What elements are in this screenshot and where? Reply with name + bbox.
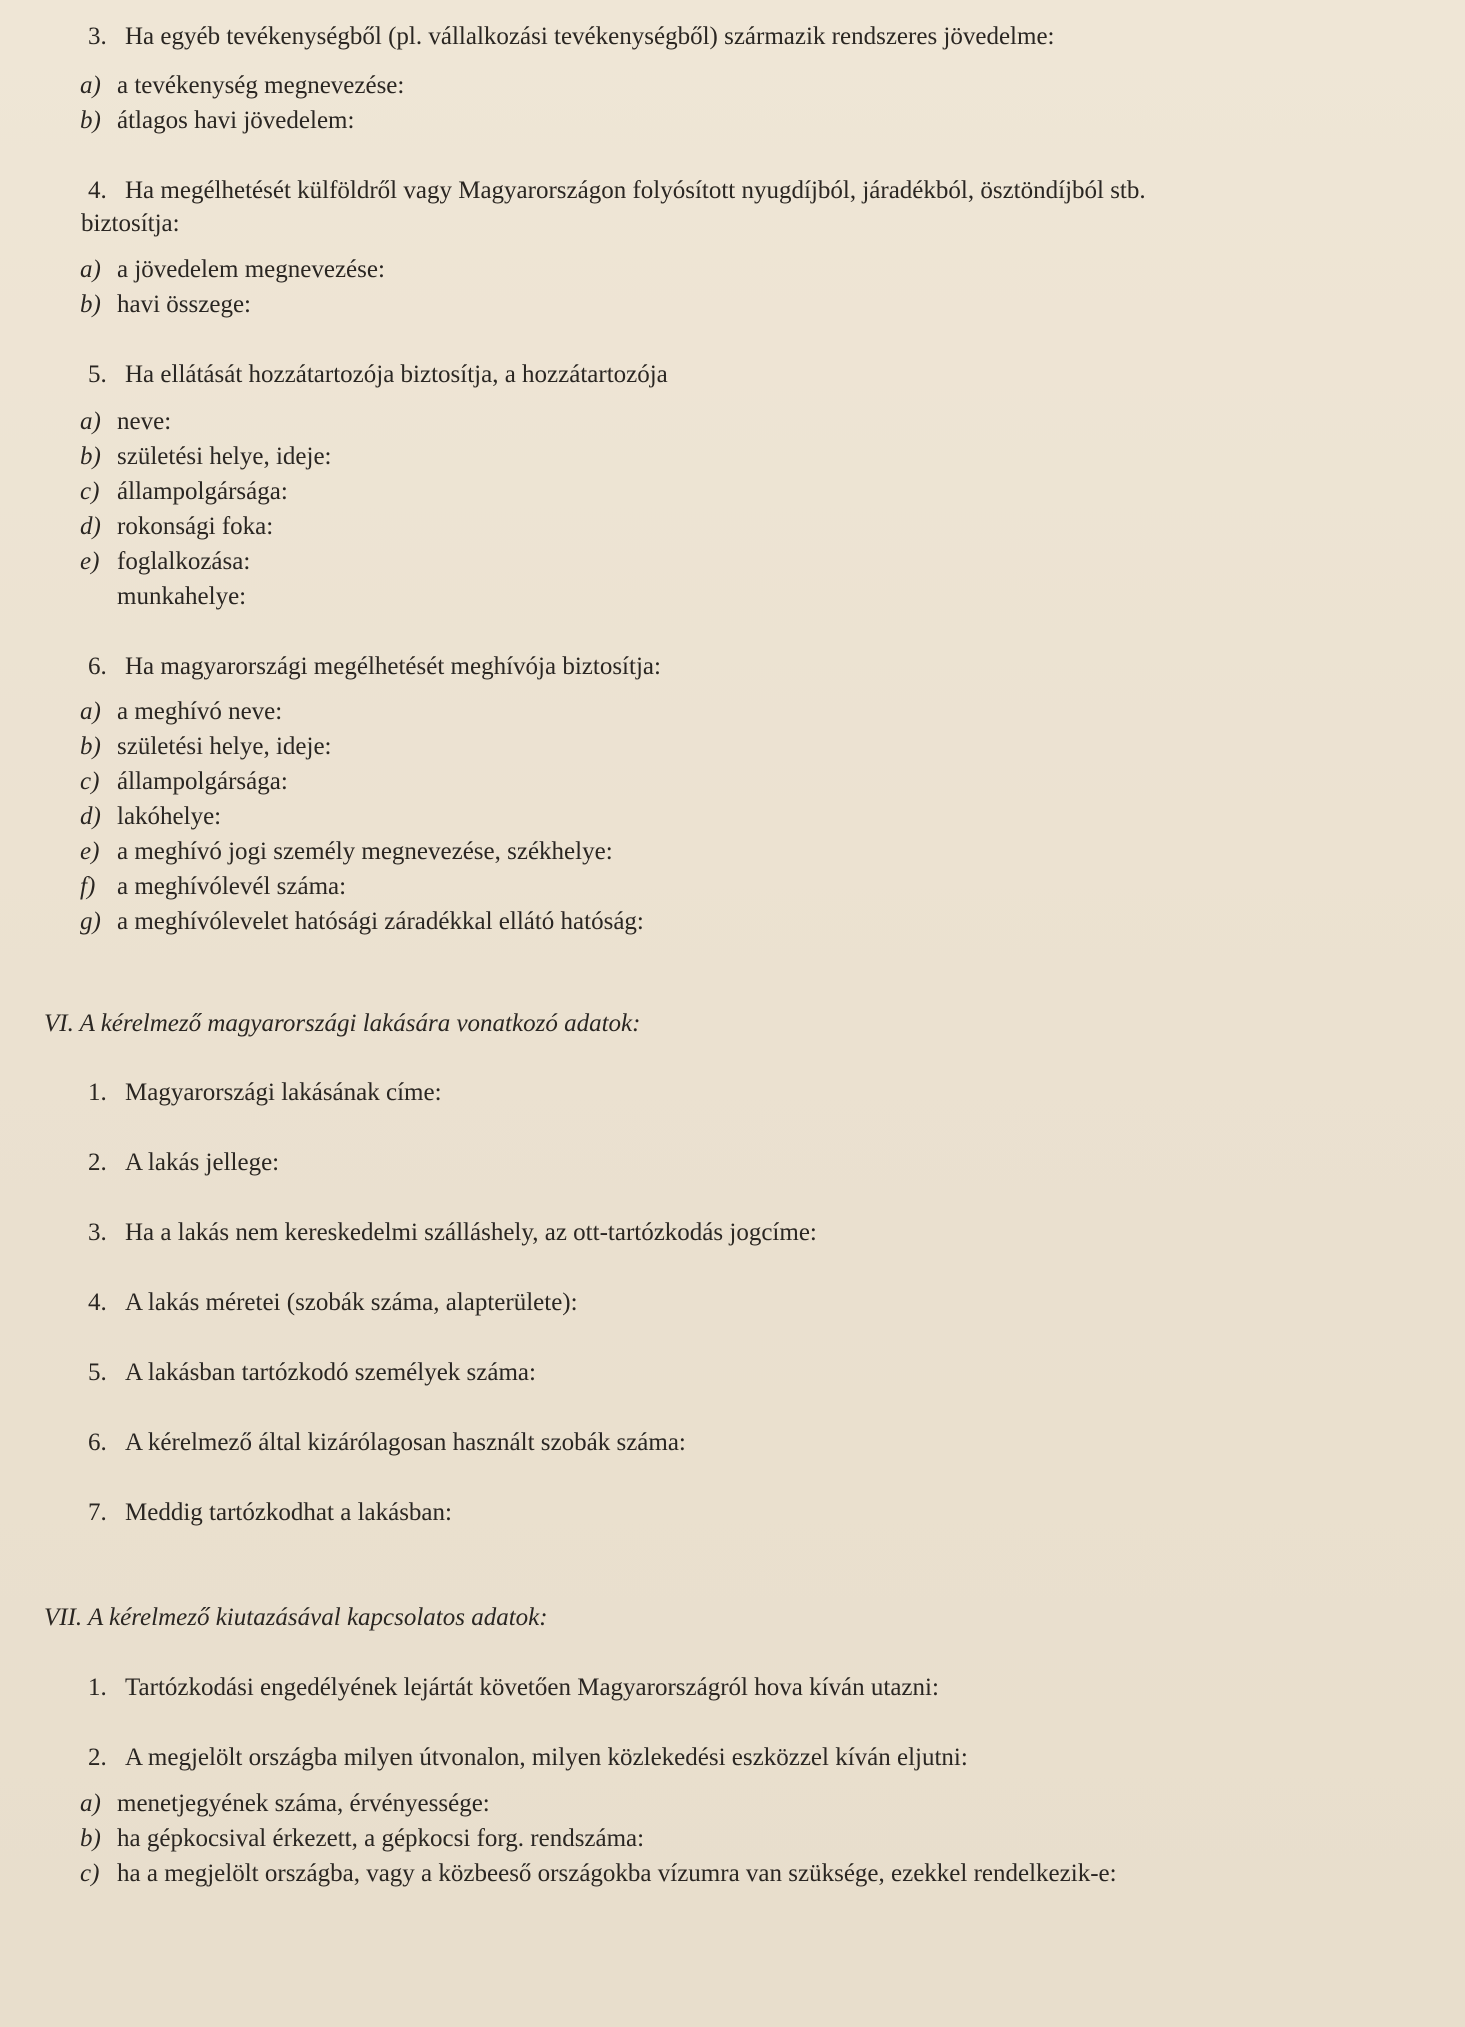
item-letter: a)	[80, 256, 101, 283]
item-text: A megjelölt országba milyen útvonalon, milyen közlekedési eszközzel kíván eljutni:	[125, 1744, 968, 1771]
item-letter: d)	[80, 803, 101, 830]
item-text: foglalkozása:	[117, 548, 251, 575]
item-text: Meddig tartózkodhat a lakásban:	[125, 1499, 452, 1526]
item-number: 4.	[88, 1289, 107, 1316]
item-text: menetjegyének száma, érvényessége:	[117, 1790, 490, 1817]
item-letter: a)	[80, 408, 101, 435]
item-letter: e)	[80, 548, 100, 575]
item-text: rokonsági foka:	[117, 513, 274, 540]
item-letter: b)	[80, 733, 101, 760]
item-text: biztosítja:	[81, 210, 180, 237]
item-text: Ha ellátását hozzátartozója biztosítja, a hozzátartozója	[125, 361, 668, 388]
item-letter: e)	[80, 838, 100, 865]
section-heading: VII. A kérelmező kiutazásával kapcsolatos adatok:	[44, 1604, 548, 1631]
item-text: a meghívólevél száma:	[117, 873, 347, 900]
item-letter: b)	[80, 107, 101, 134]
item-number: 3.	[88, 1219, 107, 1246]
item-text: állampolgársága:	[117, 478, 288, 505]
item-letter: a)	[80, 1790, 101, 1817]
item-text: ha a megjelölt országba, vagy a közbeeső országokba vízumra van szüksége, ezekkel rendelkezik-e:	[117, 1860, 1117, 1887]
item-number: 5.	[88, 1359, 107, 1386]
item-text: a meghívó jogi személy megnevezése, székhelye:	[117, 838, 613, 865]
item-number: 6.	[88, 653, 107, 680]
item-text: Ha a lakás nem kereskedelmi szálláshely, az ott-tartózkodás jogcíme:	[125, 1219, 817, 1246]
item-text: Magyarországi lakásának címe:	[125, 1079, 442, 1106]
item-letter: d)	[80, 513, 101, 540]
item-letter: b)	[80, 1825, 101, 1852]
item-number: 2.	[88, 1744, 107, 1771]
item-letter: g)	[80, 908, 101, 935]
item-text: a jövedelem megnevezése:	[117, 256, 385, 283]
item-text: születési helye, ideje:	[117, 443, 332, 470]
item-text: a tevékenység megnevezése:	[117, 72, 405, 99]
item-letter: c)	[80, 478, 100, 505]
item-text: állampolgársága:	[117, 768, 288, 795]
item-letter: b)	[80, 443, 101, 470]
item-text: A lakás jellege:	[125, 1149, 280, 1176]
item-letter: a)	[80, 72, 101, 99]
item-letter: b)	[80, 291, 101, 318]
item-text: Ha egyéb tevékenységből (pl. vállalkozási tevékenységből) származik rendszeres jövedelme:	[125, 23, 1055, 50]
item-text: A lakásban tartózkodó személyek száma:	[125, 1359, 536, 1386]
item-text: Ha megélhetését külföldről vagy Magyarországon folyósított nyugdíjból, járadékból, ösztöndíjból stb.	[125, 177, 1146, 204]
item-letter: c)	[80, 1860, 100, 1887]
item-text: átlagos havi jövedelem:	[117, 107, 355, 134]
item-number: 2.	[88, 1149, 107, 1176]
item-number: 1.	[88, 1674, 107, 1701]
item-number: 1.	[88, 1079, 107, 1106]
item-letter: f)	[80, 873, 96, 900]
item-text: a meghívólevelet hatósági záradékkal ellátó hatóság:	[117, 908, 644, 935]
item-text: A lakás méretei (szobák száma, alapterülete):	[125, 1289, 578, 1316]
item-text: születési helye, ideje:	[117, 733, 332, 760]
item-number: 7.	[88, 1499, 107, 1526]
section-heading: VI. A kérelmező magyarországi lakására vonatkozó adatok:	[44, 1010, 641, 1037]
item-letter: c)	[80, 768, 100, 795]
item-text: Ha magyarországi megélhetését meghívója biztosítja:	[125, 653, 661, 680]
item-text: ha gépkocsival érkezett, a gépkocsi forg. rendszáma:	[117, 1825, 645, 1852]
item-text: a meghívó neve:	[117, 698, 283, 725]
item-text: munkahelye:	[117, 583, 247, 610]
item-number: 4.	[88, 177, 107, 204]
item-letter: a)	[80, 698, 101, 725]
item-text: A kérelmező által kizárólagosan használt szobák száma:	[125, 1429, 686, 1456]
item-text: lakóhelye:	[117, 803, 222, 830]
item-number: 3.	[88, 23, 107, 50]
item-number: 6.	[88, 1429, 107, 1456]
item-text: havi összege:	[117, 291, 251, 318]
item-number: 5.	[88, 361, 107, 388]
item-text: neve:	[117, 408, 172, 435]
item-text: Tartózkodási engedélyének lejártát követően Magyarországról hova kíván utazni:	[125, 1674, 939, 1701]
